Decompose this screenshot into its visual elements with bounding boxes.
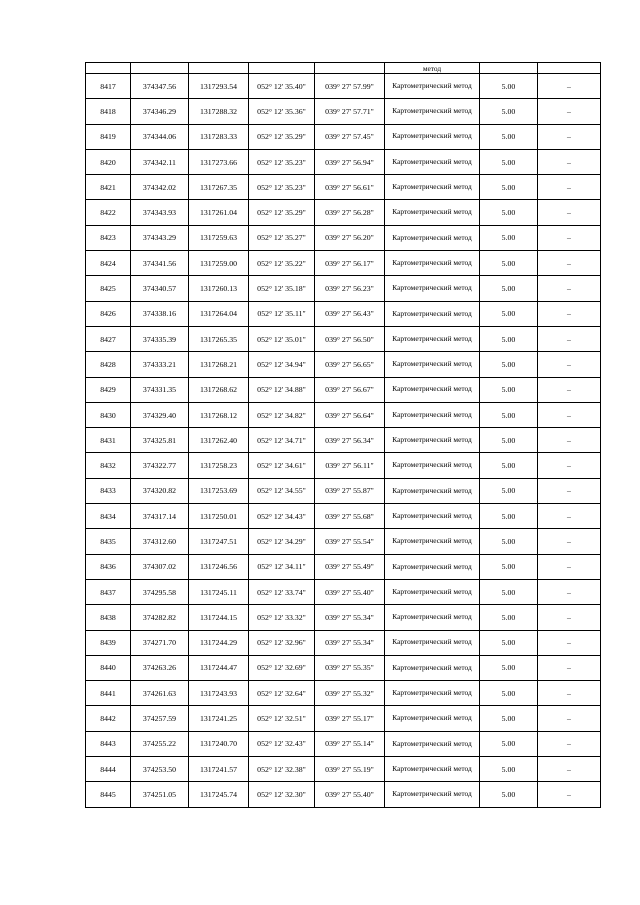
continuation-latitude-cell <box>249 63 315 74</box>
y-coordinate-cell: 1317268.62 <box>189 377 249 402</box>
table-row <box>86 175 601 200</box>
note-cell: – <box>538 276 601 301</box>
method-cell: Картометрический метод <box>385 377 480 402</box>
accuracy-cell: 5.00 <box>480 326 538 351</box>
accuracy-cell: 5.00 <box>480 757 538 782</box>
x-coordinate-cell: 374344.06 <box>131 124 189 149</box>
y-coordinate-cell: 1317244.47 <box>189 655 249 680</box>
x-coordinate-cell: 374263.26 <box>131 655 189 680</box>
note-cell: – <box>538 200 601 225</box>
latitude-cell: 052° 12' 35.29" <box>249 200 315 225</box>
table-row <box>86 655 601 680</box>
accuracy-cell: 5.00 <box>480 681 538 706</box>
point-number-cell: 8429 <box>86 377 131 402</box>
x-coordinate-cell: 374282.82 <box>131 605 189 630</box>
x-coordinate-cell: 374342.11 <box>131 149 189 174</box>
x-coordinate-cell: 374271.70 <box>131 630 189 655</box>
x-coordinate-cell: 374341.56 <box>131 251 189 276</box>
accuracy-cell: 5.00 <box>480 149 538 174</box>
method-cell: Картометрический метод <box>385 453 480 478</box>
longitude-cell: 039° 27' 56.67" <box>315 377 385 402</box>
method-cell: Картометрический метод <box>385 504 480 529</box>
x-coordinate-cell: 374257.59 <box>131 706 189 731</box>
method-cell: Картометрический метод <box>385 276 480 301</box>
longitude-cell: 039° 27' 57.71" <box>315 99 385 124</box>
y-coordinate-cell: 1317265.35 <box>189 326 249 351</box>
method-cell: Картометрический метод <box>385 124 480 149</box>
note-cell: – <box>538 605 601 630</box>
x-coordinate-cell: 374325.81 <box>131 428 189 453</box>
latitude-cell: 052° 12' 35.36" <box>249 99 315 124</box>
point-number-cell: 8437 <box>86 579 131 604</box>
accuracy-cell: 5.00 <box>480 478 538 503</box>
latitude-cell: 052° 12' 33.74" <box>249 579 315 604</box>
x-coordinate-cell: 374333.21 <box>131 352 189 377</box>
y-coordinate-cell: 1317259.63 <box>189 225 249 250</box>
point-number-cell: 8439 <box>86 630 131 655</box>
note-cell: – <box>538 326 601 351</box>
latitude-cell: 052° 12' 32.43" <box>249 731 315 756</box>
y-coordinate-cell: 1317243.93 <box>189 681 249 706</box>
note-cell: – <box>538 251 601 276</box>
note-cell: – <box>538 99 601 124</box>
method-cell: Картометрический метод <box>385 579 480 604</box>
method-cell: Картометрический метод <box>385 681 480 706</box>
note-cell: – <box>538 681 601 706</box>
note-cell: – <box>538 402 601 427</box>
table-row <box>86 251 601 276</box>
accuracy-cell: 5.00 <box>480 276 538 301</box>
accuracy-cell: 5.00 <box>480 630 538 655</box>
method-cell: Картометрический метод <box>385 402 480 427</box>
point-number-cell: 8438 <box>86 605 131 630</box>
method-cell: Картометрический метод <box>385 757 480 782</box>
y-coordinate-cell: 1317244.15 <box>189 605 249 630</box>
point-number-cell: 8434 <box>86 504 131 529</box>
method-cell: Картометрический метод <box>385 630 480 655</box>
continuation-accuracy-cell <box>480 63 538 74</box>
y-coordinate-cell: 1317267.35 <box>189 175 249 200</box>
longitude-cell: 039° 27' 56.50" <box>315 326 385 351</box>
longitude-cell: 039° 27' 55.17" <box>315 706 385 731</box>
accuracy-cell: 5.00 <box>480 579 538 604</box>
accuracy-cell: 5.00 <box>480 706 538 731</box>
note-cell: – <box>538 529 601 554</box>
y-coordinate-cell: 1317244.29 <box>189 630 249 655</box>
accuracy-cell: 5.00 <box>480 74 538 99</box>
point-number-cell: 8420 <box>86 149 131 174</box>
accuracy-cell: 5.00 <box>480 251 538 276</box>
x-coordinate-cell: 374338.16 <box>131 301 189 326</box>
y-coordinate-cell: 1317240.70 <box>189 731 249 756</box>
note-cell: – <box>538 453 601 478</box>
note-cell: – <box>538 782 601 807</box>
point-number-cell: 8426 <box>86 301 131 326</box>
y-coordinate-cell: 1317246.56 <box>189 554 249 579</box>
method-cell: Картометрический метод <box>385 352 480 377</box>
accuracy-cell: 5.00 <box>480 782 538 807</box>
y-coordinate-cell: 1317250.01 <box>189 504 249 529</box>
x-coordinate-cell: 374331.35 <box>131 377 189 402</box>
table-row <box>86 706 601 731</box>
latitude-cell: 052° 12' 34.55" <box>249 478 315 503</box>
point-number-cell: 8423 <box>86 225 131 250</box>
table-row <box>86 74 601 99</box>
x-coordinate-cell: 374346.29 <box>131 99 189 124</box>
table-row <box>86 529 601 554</box>
note-cell: – <box>538 630 601 655</box>
point-number-cell: 8436 <box>86 554 131 579</box>
note-cell: – <box>538 757 601 782</box>
accuracy-cell: 5.00 <box>480 554 538 579</box>
method-cell: Картометрический метод <box>385 149 480 174</box>
point-number-cell: 8428 <box>86 352 131 377</box>
longitude-cell: 039° 27' 56.43" <box>315 301 385 326</box>
longitude-cell: 039° 27' 55.19" <box>315 757 385 782</box>
latitude-cell: 052° 12' 32.64" <box>249 681 315 706</box>
longitude-cell: 039° 27' 55.35" <box>315 655 385 680</box>
note-cell: – <box>538 478 601 503</box>
latitude-cell: 052° 12' 35.40" <box>249 74 315 99</box>
longitude-cell: 039° 27' 55.40" <box>315 782 385 807</box>
latitude-cell: 052° 12' 32.69" <box>249 655 315 680</box>
latitude-cell: 052° 12' 35.29" <box>249 124 315 149</box>
latitude-cell: 052° 12' 34.94" <box>249 352 315 377</box>
coordinates-table <box>85 62 601 808</box>
y-coordinate-cell: 1317260.13 <box>189 276 249 301</box>
accuracy-cell: 5.00 <box>480 301 538 326</box>
point-number-cell: 8419 <box>86 124 131 149</box>
table-row <box>86 301 601 326</box>
method-cell: Картометрический метод <box>385 200 480 225</box>
table-row <box>86 579 601 604</box>
note-cell: – <box>538 706 601 731</box>
y-coordinate-cell: 1317245.11 <box>189 579 249 604</box>
y-coordinate-cell: 1317293.54 <box>189 74 249 99</box>
longitude-cell: 039° 27' 55.40" <box>315 579 385 604</box>
latitude-cell: 052° 12' 35.01" <box>249 326 315 351</box>
longitude-cell: 039° 27' 55.68" <box>315 504 385 529</box>
note-cell: – <box>538 124 601 149</box>
y-coordinate-cell: 1317247.51 <box>189 529 249 554</box>
longitude-cell: 039° 27' 56.94" <box>315 149 385 174</box>
y-coordinate-cell: 1317241.25 <box>189 706 249 731</box>
x-coordinate-cell: 374340.57 <box>131 276 189 301</box>
note-cell: – <box>538 301 601 326</box>
method-cell: Картометрический метод <box>385 99 480 124</box>
method-cell: Картометрический метод <box>385 74 480 99</box>
latitude-cell: 052° 12' 35.18" <box>249 276 315 301</box>
note-cell: – <box>538 352 601 377</box>
latitude-cell: 052° 12' 34.43" <box>249 504 315 529</box>
latitude-cell: 052° 12' 34.82" <box>249 402 315 427</box>
accuracy-cell: 5.00 <box>480 428 538 453</box>
longitude-cell: 039° 27' 57.99" <box>315 74 385 99</box>
longitude-cell: 039° 27' 55.32" <box>315 681 385 706</box>
table-row <box>86 478 601 503</box>
table-row <box>86 124 601 149</box>
latitude-cell: 052° 12' 35.23" <box>249 149 315 174</box>
x-coordinate-cell: 374343.29 <box>131 225 189 250</box>
table-row <box>86 453 601 478</box>
table-row <box>86 428 601 453</box>
table-row <box>86 504 601 529</box>
latitude-cell: 052° 12' 34.88" <box>249 377 315 402</box>
latitude-cell: 052° 12' 33.32" <box>249 605 315 630</box>
note-cell: – <box>538 731 601 756</box>
latitude-cell: 052° 12' 34.29" <box>249 529 315 554</box>
continuation-x-coordinate-cell <box>131 63 189 74</box>
longitude-cell: 039° 27' 55.49" <box>315 554 385 579</box>
y-coordinate-cell: 1317258.23 <box>189 453 249 478</box>
y-coordinate-cell: 1317262.40 <box>189 428 249 453</box>
accuracy-cell: 5.00 <box>480 504 538 529</box>
latitude-cell: 052° 12' 34.11" <box>249 554 315 579</box>
point-number-cell: 8442 <box>86 706 131 731</box>
latitude-cell: 052° 12' 32.30" <box>249 782 315 807</box>
table-row <box>86 326 601 351</box>
continuation-longitude-cell <box>315 63 385 74</box>
latitude-cell: 052° 12' 35.27" <box>249 225 315 250</box>
table-row <box>86 782 601 807</box>
x-coordinate-cell: 374335.39 <box>131 326 189 351</box>
longitude-cell: 039° 27' 56.28" <box>315 200 385 225</box>
point-number-cell: 8421 <box>86 175 131 200</box>
latitude-cell: 052° 12' 35.23" <box>249 175 315 200</box>
table-row <box>86 554 601 579</box>
y-coordinate-cell: 1317253.69 <box>189 478 249 503</box>
accuracy-cell: 5.00 <box>480 225 538 250</box>
x-coordinate-cell: 374317.14 <box>131 504 189 529</box>
longitude-cell: 039° 27' 55.54" <box>315 529 385 554</box>
latitude-cell: 052° 12' 32.51" <box>249 706 315 731</box>
longitude-cell: 039° 27' 56.65" <box>315 352 385 377</box>
x-coordinate-cell: 374312.60 <box>131 529 189 554</box>
note-cell: – <box>538 579 601 604</box>
method-cell: Картометрический метод <box>385 478 480 503</box>
method-cell: Картометрический метод <box>385 731 480 756</box>
method-cell: Картометрический метод <box>385 225 480 250</box>
point-number-cell: 8432 <box>86 453 131 478</box>
longitude-cell: 039° 27' 56.64" <box>315 402 385 427</box>
y-coordinate-cell: 1317283.33 <box>189 124 249 149</box>
method-cell: Картометрический метод <box>385 428 480 453</box>
point-number-cell: 8430 <box>86 402 131 427</box>
longitude-cell: 039° 27' 56.23" <box>315 276 385 301</box>
x-coordinate-cell: 374342.02 <box>131 175 189 200</box>
table-row <box>86 225 601 250</box>
accuracy-cell: 5.00 <box>480 175 538 200</box>
latitude-cell: 052° 12' 32.38" <box>249 757 315 782</box>
longitude-cell: 039° 27' 55.87" <box>315 478 385 503</box>
longitude-cell: 039° 27' 57.45" <box>315 124 385 149</box>
accuracy-cell: 5.00 <box>480 352 538 377</box>
table-row <box>86 681 601 706</box>
y-coordinate-cell: 1317245.74 <box>189 782 249 807</box>
x-coordinate-cell: 374320.82 <box>131 478 189 503</box>
point-number-cell: 8445 <box>86 782 131 807</box>
point-number-cell: 8435 <box>86 529 131 554</box>
x-coordinate-cell: 374255.22 <box>131 731 189 756</box>
note-cell: – <box>538 175 601 200</box>
accuracy-cell: 5.00 <box>480 99 538 124</box>
x-coordinate-cell: 374347.56 <box>131 74 189 99</box>
accuracy-cell: 5.00 <box>480 453 538 478</box>
latitude-cell: 052° 12' 35.11" <box>249 301 315 326</box>
latitude-cell: 052° 12' 32.96" <box>249 630 315 655</box>
table-row <box>86 630 601 655</box>
y-coordinate-cell: 1317259.00 <box>189 251 249 276</box>
point-number-cell: 8424 <box>86 251 131 276</box>
accuracy-cell: 5.00 <box>480 605 538 630</box>
method-cell: Картометрический метод <box>385 706 480 731</box>
x-coordinate-cell: 374251.05 <box>131 782 189 807</box>
point-number-cell: 8431 <box>86 428 131 453</box>
point-number-cell: 8425 <box>86 276 131 301</box>
method-cell: Картометрический метод <box>385 655 480 680</box>
x-coordinate-cell: 374307.02 <box>131 554 189 579</box>
longitude-cell: 039° 27' 56.61" <box>315 175 385 200</box>
table-row <box>86 731 601 756</box>
longitude-cell: 039° 27' 55.34" <box>315 630 385 655</box>
x-coordinate-cell: 374253.50 <box>131 757 189 782</box>
method-cell: Картометрический метод <box>385 605 480 630</box>
continuation-y-coordinate-cell <box>189 63 249 74</box>
latitude-cell: 052° 12' 35.22" <box>249 251 315 276</box>
method-cell: Картометрический метод <box>385 175 480 200</box>
point-number-cell: 8443 <box>86 731 131 756</box>
longitude-cell: 039° 27' 56.34" <box>315 428 385 453</box>
point-number-cell: 8440 <box>86 655 131 680</box>
continuation-note-cell <box>538 63 601 74</box>
y-coordinate-cell: 1317264.04 <box>189 301 249 326</box>
x-coordinate-cell: 374295.58 <box>131 579 189 604</box>
table-row <box>86 377 601 402</box>
accuracy-cell: 5.00 <box>480 731 538 756</box>
continuation-row <box>86 63 601 74</box>
accuracy-cell: 5.00 <box>480 529 538 554</box>
longitude-cell: 039° 27' 56.20" <box>315 225 385 250</box>
table-row <box>86 352 601 377</box>
y-coordinate-cell: 1317261.04 <box>189 200 249 225</box>
y-coordinate-cell: 1317268.12 <box>189 402 249 427</box>
accuracy-cell: 5.00 <box>480 377 538 402</box>
x-coordinate-cell: 374261.63 <box>131 681 189 706</box>
point-number-cell: 8444 <box>86 757 131 782</box>
note-cell: – <box>538 225 601 250</box>
y-coordinate-cell: 1317288.32 <box>189 99 249 124</box>
note-cell: – <box>538 554 601 579</box>
note-cell: – <box>538 149 601 174</box>
y-coordinate-cell: 1317241.57 <box>189 757 249 782</box>
accuracy-cell: 5.00 <box>480 124 538 149</box>
continuation-point-number-cell <box>86 63 131 74</box>
note-cell: – <box>538 74 601 99</box>
point-number-cell: 8427 <box>86 326 131 351</box>
y-coordinate-cell: 1317268.21 <box>189 352 249 377</box>
table-row <box>86 276 601 301</box>
longitude-cell: 039° 27' 56.11" <box>315 453 385 478</box>
table-row <box>86 605 601 630</box>
method-cell: Картометрический метод <box>385 529 480 554</box>
table-row <box>86 149 601 174</box>
method-cell: Картометрический метод <box>385 326 480 351</box>
point-number-cell: 8433 <box>86 478 131 503</box>
point-number-cell: 8418 <box>86 99 131 124</box>
point-number-cell: 8417 <box>86 74 131 99</box>
note-cell: – <box>538 428 601 453</box>
x-coordinate-cell: 374322.77 <box>131 453 189 478</box>
point-number-cell: 8422 <box>86 200 131 225</box>
note-cell: – <box>538 655 601 680</box>
y-coordinate-cell: 1317273.66 <box>189 149 249 174</box>
accuracy-cell: 5.00 <box>480 402 538 427</box>
method-cell: Картометрический метод <box>385 251 480 276</box>
method-cell: Картометрический метод <box>385 301 480 326</box>
longitude-cell: 039° 27' 55.34" <box>315 605 385 630</box>
method-cell: Картометрический метод <box>385 554 480 579</box>
table-row <box>86 402 601 427</box>
accuracy-cell: 5.00 <box>480 655 538 680</box>
table-row <box>86 99 601 124</box>
note-cell: – <box>538 377 601 402</box>
latitude-cell: 052° 12' 34.61" <box>249 453 315 478</box>
longitude-cell: 039° 27' 55.14" <box>315 731 385 756</box>
x-coordinate-cell: 374329.40 <box>131 402 189 427</box>
note-cell: – <box>538 504 601 529</box>
point-number-cell: 8441 <box>86 681 131 706</box>
table-body <box>86 63 601 808</box>
longitude-cell: 039° 27' 56.17" <box>315 251 385 276</box>
latitude-cell: 052° 12' 34.71" <box>249 428 315 453</box>
method-cell: Картометрический метод <box>385 782 480 807</box>
table-row <box>86 757 601 782</box>
accuracy-cell: 5.00 <box>480 200 538 225</box>
table-row <box>86 200 601 225</box>
continuation-method-cell: метод <box>385 63 480 74</box>
x-coordinate-cell: 374343.93 <box>131 200 189 225</box>
